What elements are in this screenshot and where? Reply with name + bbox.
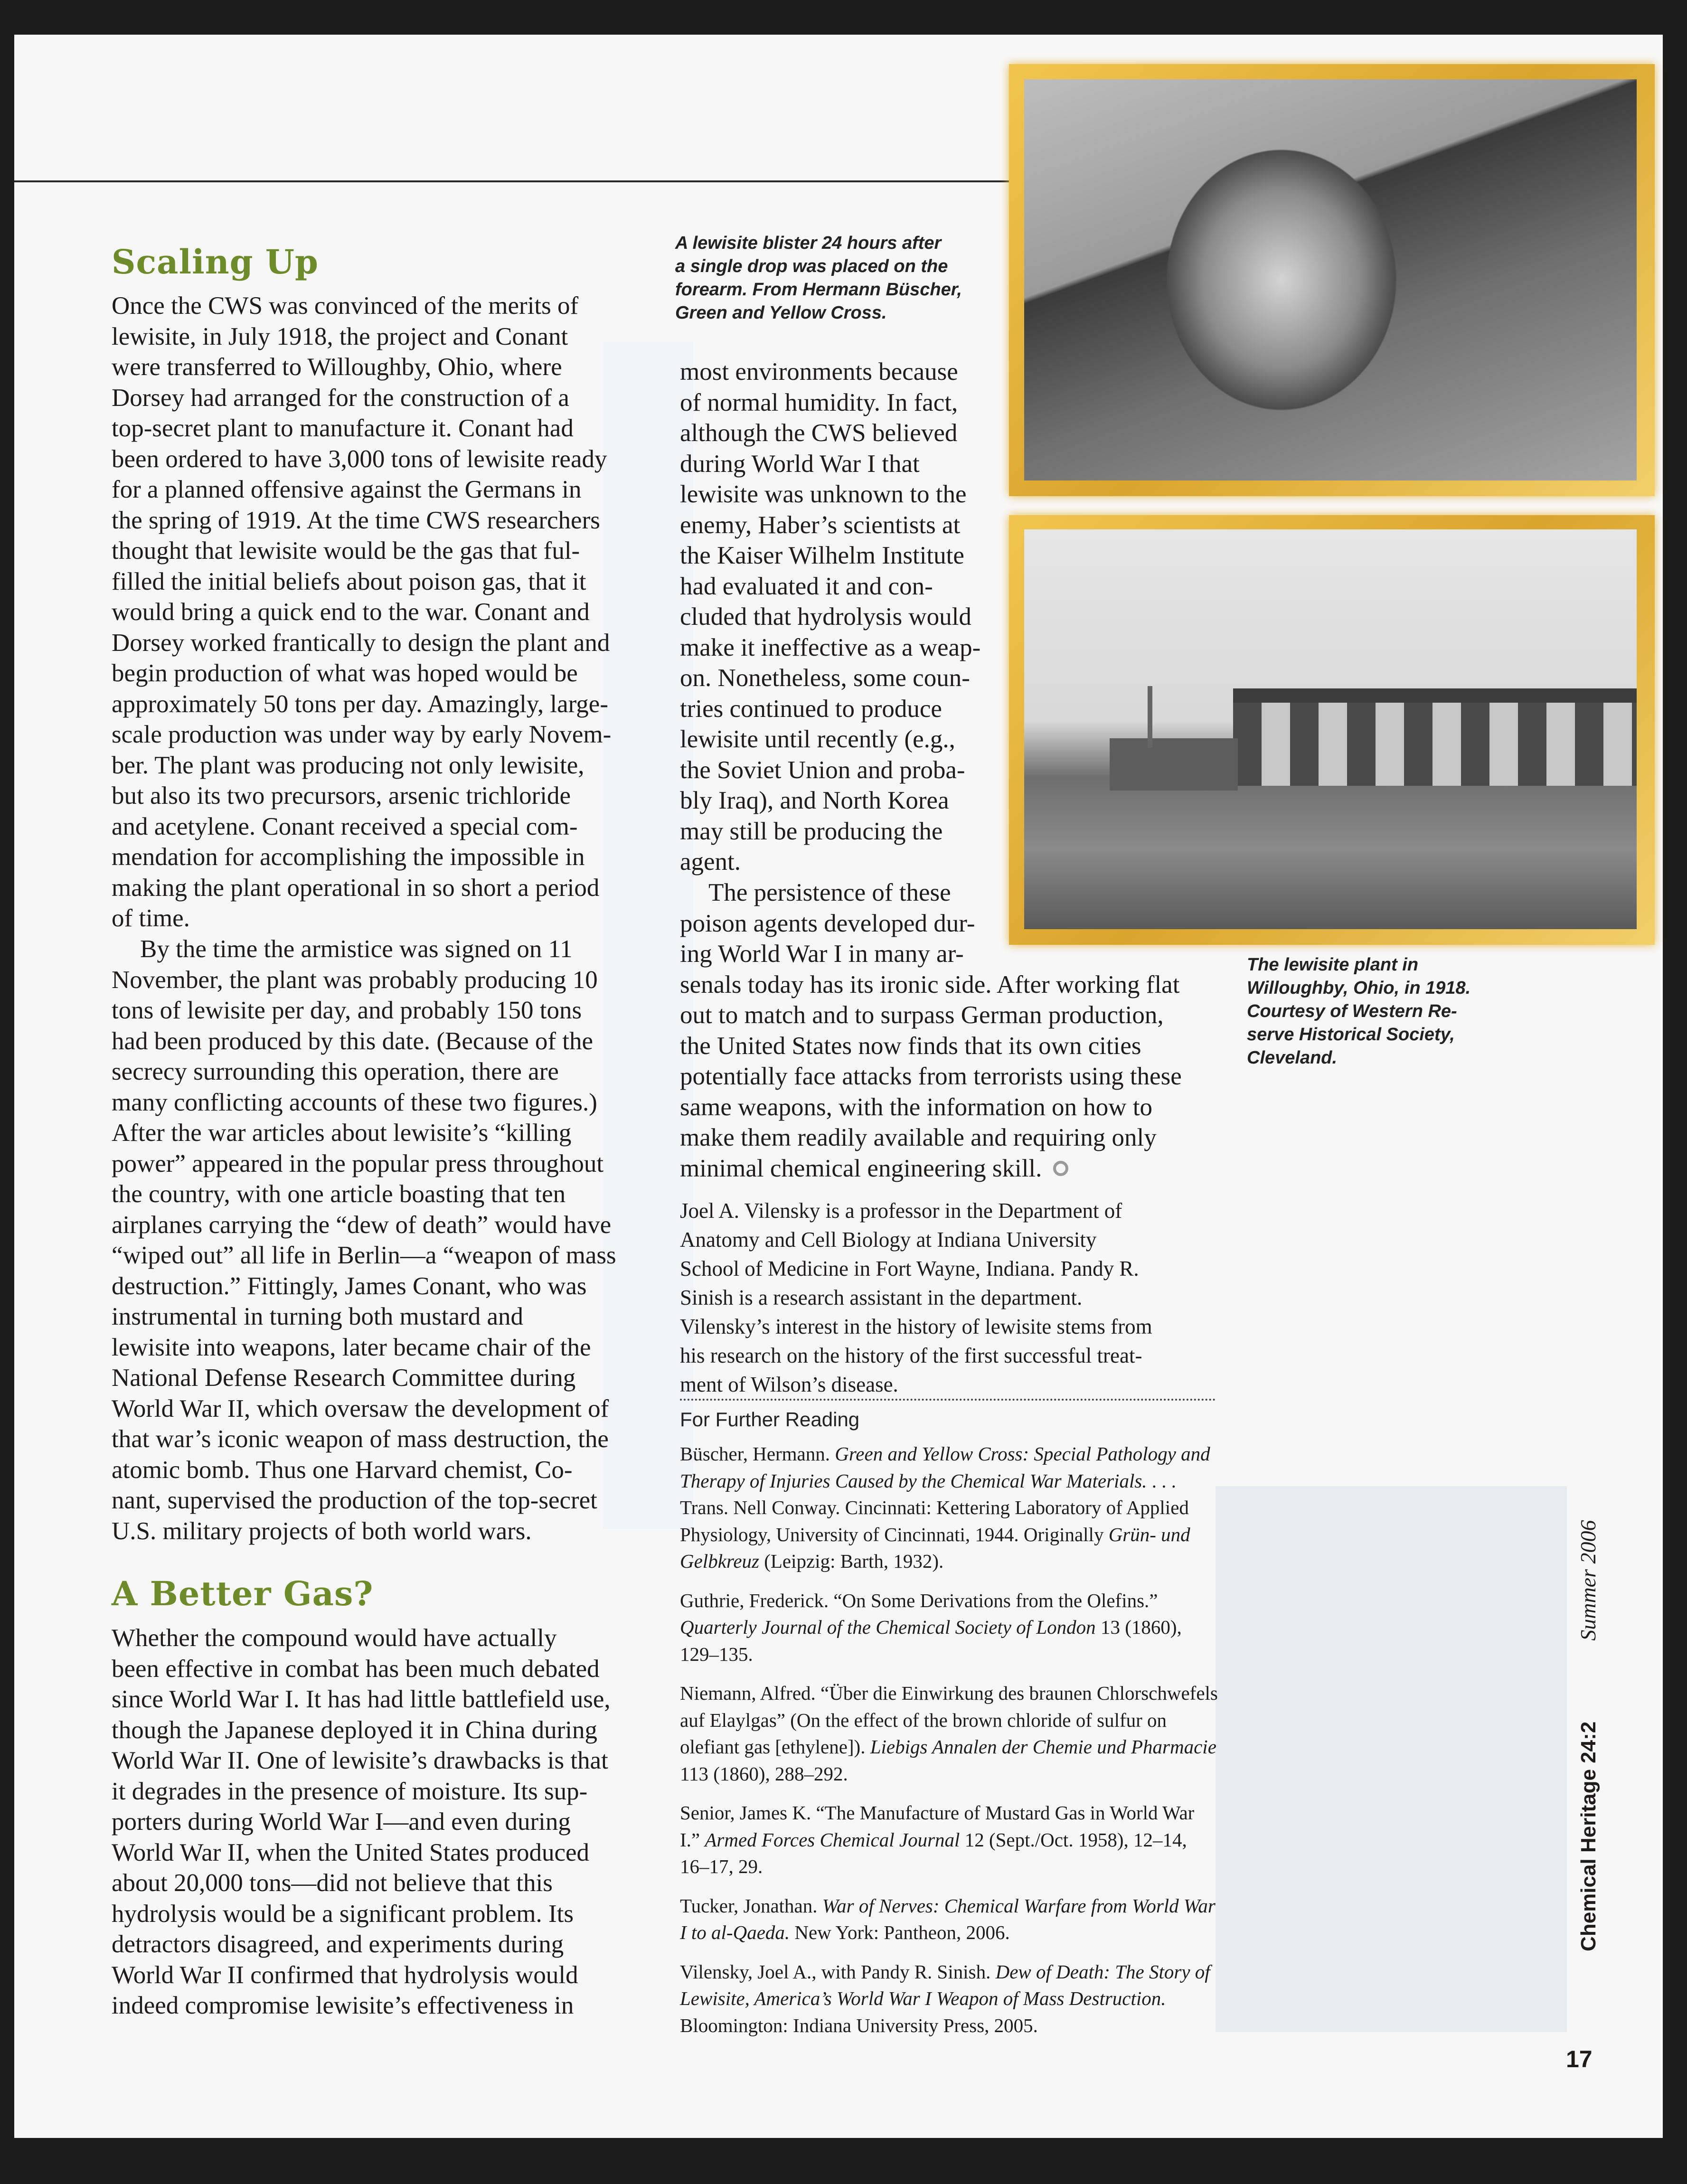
text-line: senals today has its ironic side. After working flat [680,970,1180,998]
magazine-title: Chemical Heritage 24:2 [1577,1721,1600,1951]
section-heading-scaling-up: Scaling Up [112,242,319,282]
reference-text: (Leipzig: Barth, 1932). [759,1550,944,1572]
text-line: agent. [680,848,741,875]
text-line: hydrolysis would be a significant problem. Its [112,1900,574,1928]
text-line: the Kaiser Wilhelm Institute [680,542,964,569]
text-line: scale production was under way by early Novem- [112,721,612,748]
text-line [680,1153,1182,1184]
text-line: his research on the history of the first successful treat- [680,1344,1142,1367]
reference-entry [680,1892,1219,1946]
text-line: airplanes carrying the “dew of death” would have [112,1211,612,1239]
reference-title: Armed Forces Chemical Journal [705,1828,960,1851]
text-line: “wiped out” all life in Berlin—a “weapon of mass [112,1242,616,1269]
text-line: forearm. From Hermann Büscher, [675,280,962,300]
text-line: approximately 50 tons per day. Amazingly, large- [112,690,608,718]
reference-title: Dew of Death: The Story of Lewisite, America’s World War I Weapon of Mass Destruction. [680,1960,1210,2009]
text-line-end: minimal chemical engineering skill. [680,1154,1042,1182]
text-line: make it ineffective as a weap- [680,633,981,661]
col2-paragraph-1 [680,357,980,877]
text-line: Anatomy and Cell Biology at Indiana University [680,1228,1097,1252]
text-line: had been produced by this date. (Because of the [112,1027,593,1055]
text-line: World War II, when the United States produced [112,1838,590,1866]
text-line: November, the plant was probably producing 10 [112,966,598,994]
text-line: though the Japanese deployed it in China during [112,1716,597,1744]
reference-entry [680,1958,1219,2039]
reference-text: . . . Trans. Nell Conway. Cincinnati: Kettering Laboratory of Applied Physiology, University of Cincinnati, 1944. Originally [680,1469,1189,1545]
reference-text: Senior, James K. “The Manufacture of Mustard Gas in World War I.” [680,1802,1195,1851]
text-line: thought that lewisite would be the gas that ful- [112,537,580,565]
factory-roofline [1233,688,1637,703]
bleed-through-panel [1216,1486,1567,2032]
blister-photo-caption [675,232,962,325]
lewisite-plant-photo [1024,529,1637,929]
text-line: been effective in combat has been much debated [112,1655,600,1683]
text-line: out to match and to surpass German production, [680,1001,1164,1029]
text-line: filled the initial beliefs about poison gas, that it [112,567,586,595]
factory-shed [1110,738,1238,791]
text-line: Courtesy of Western Re- [1247,1001,1457,1021]
text-line: serve Historical Society, [1247,1025,1455,1045]
further-reading-list [680,1440,1219,2051]
reference-text: Tucker, Jonathan. [680,1894,822,1917]
text-line: ment of Wilson’s disease. [680,1373,898,1396]
text-line: on. Nonetheless, some coun- [680,664,970,692]
header-rule [14,180,1026,182]
reference-entry [680,1440,1219,1575]
end-of-article-icon [1053,1161,1068,1176]
text-line: it degrades in the presence of moisture. Its sup- [112,1777,588,1805]
text-line: After the war articles about lewisite’s “killing [112,1119,572,1147]
author-bio [680,1196,1152,1399]
text-line: although the CWS believed [680,419,958,447]
paragraph-3 [112,1623,611,2021]
text-line: lewisite, in July 1918, the project and Conant [112,322,568,350]
text-line: Sinish is a research assistant in the department. [680,1286,1083,1309]
text-line: Joel A. Vilensky is a professor in the Department of [680,1199,1122,1223]
reference-text: 12 (Sept./Oct. 1958), 12–14, 16–17, 29. [680,1828,1187,1877]
text-line: ing World War I in many ar- [680,940,964,968]
text-line: Dorsey had arranged for the construction of a [112,384,569,412]
text-line: about 20,000 tons—did not believe that this [112,1869,553,1897]
running-footer [1575,1520,1601,1951]
factory-building [1233,688,1637,786]
text-line: poison agents developed dur- [680,909,975,937]
text-line: lewisite until recently (e.g., [680,725,955,753]
reference-text: Bloomington: Indiana University Press, 2005. [680,2014,1038,2036]
text-line: Once the CWS was convinced of the merits of [112,292,579,320]
text-line: lewisite was unknown to the [680,480,967,508]
reference-title: Grün- und Gelbkreuz [680,1523,1190,1572]
reference-entry [680,1799,1219,1880]
text-line: The lewisite plant in [1247,955,1419,975]
text-line: enemy, Haber’s scientists at [680,511,961,539]
text-line: A lewisite blister 24 hours after [675,233,942,253]
dotted-divider [680,1399,1216,1401]
text-line: many conflicting accounts of these two figures.) [112,1088,597,1116]
text-line: during World War I that [680,450,920,478]
text-line: tons of lewisite per day, and probably 150 tons [112,997,582,1024]
text-line: but also its two precursors, arsenic trichloride [112,782,571,810]
text-line: World War II, which oversaw the development of [112,1394,609,1422]
text-line: since World War I. It has had little battlefield use, [112,1685,611,1713]
lewisite-blister-photo [1024,79,1637,480]
text-line: School of Medicine in Fort Wayne, Indiana. Pandy R. [680,1257,1139,1280]
issue-date: Summer 2006 [1576,1520,1600,1641]
text-line: the country, with one article boasting that ten [112,1180,566,1208]
text-line: Green and Yellow Cross. [675,303,887,323]
reference-text: Büscher, Hermann. [680,1443,835,1465]
text-line: potentially face attacks from terrorists using these [680,1063,1182,1090]
text-line: power” appeared in the popular press throughout [112,1149,604,1177]
text-line: porters during World War I—and even during [112,1808,571,1836]
text-line: Willoughby, Ohio, in 1918. [1247,978,1471,998]
text-line: nant, supervised the production of the top-secret [112,1487,597,1514]
text-line: atomic bomb. Thus one Harvard chemist, Co- [112,1456,573,1484]
text-line: Dorsey worked frantically to design the plant and [112,629,610,657]
reference-text: 113 (1860), 288–292. [680,1762,848,1785]
text-line: mendation for accomplishing the impossible in [112,843,585,871]
text-line: World War II confirmed that hydrolysis would [112,1961,578,1989]
paragraph-1 [112,291,611,934]
text-line: of normal humidity. In fact, [680,388,958,416]
text-line: U.S. military projects of both world wars. [112,1517,532,1545]
reference-title: Quarterly Journal of the Chemical Society of London [680,1616,1096,1638]
text-line: a single drop was placed on the [675,256,948,276]
text-line: had evaluated it and con- [680,572,933,600]
further-reading-heading: For Further Reading [680,1408,860,1431]
text-line: Whether the compound would have actually [112,1624,557,1652]
text-line: tries continued to produce [680,695,942,723]
reference-text: Niemann, Alfred. “Über die Einwirkung des braunen Chlorschwefels auf Elaylgas” (On the effect of the brown chloride of sulfur on olefiant gas [ethylene]). [680,1682,1218,1758]
text-line: most environments because [680,358,958,386]
text-line: for a planned offensive against the Germans in [112,476,582,503]
text-line: were transferred to Willoughby, Ohio, where [112,353,562,381]
text-line: may still be producing the [680,817,943,845]
text-line: the United States now finds that its own cities [680,1032,1141,1060]
text-line: making the plant operational in so short a period [112,874,600,902]
text-line: By the time the armistice was signed on 11 [140,935,573,963]
reference-text: Vilensky, Joel A., with Pandy R. Sinish. [680,1960,996,1983]
reference-title: Green and Yellow Cross: Special Pathology and Therapy of Injuries Caused by the Chemical War Materials. [680,1443,1210,1492]
plant-photo-caption [1247,953,1470,1070]
text-line: the Soviet Union and proba- [680,756,965,784]
reference-title: War of Nerves: Chemical Warfare from World War I to al-Qaeda. [680,1894,1216,1943]
text-line: lewisite into weapons, later became chair of the [112,1333,591,1361]
text-line: detractors disagreed, and experiments during [112,1930,564,1958]
text-line: World War II. One of lewisite’s drawbacks is that [112,1747,608,1774]
reference-entry [680,1680,1219,1787]
text-line: The persistence of these [708,879,951,906]
text-line: National Defense Research Committee during [112,1364,576,1392]
text-line: destruction.” Fittingly, James Conant, who was [112,1272,587,1300]
text-line: cluded that hydrolysis would [680,603,971,631]
text-line: the spring of 1919. At the time CWS researchers [112,506,600,534]
text-line: indeed compromise lewisite’s effectiveness in [112,1992,574,2019]
reference-entry [680,1587,1219,1668]
text-line: been ordered to have 3,000 tons of lewisite ready [112,445,607,473]
text-line: of time. [112,904,190,932]
reference-text: New York: Pantheon, 2006. [790,1921,1010,1943]
text-line: Vilensky’s interest in the history of lewisite stems from [680,1315,1152,1338]
reference-title: Liebigs Annalen der Chemie und Pharmacie [870,1736,1216,1758]
page-number: 17 [1566,2046,1593,2072]
reference-text: 13 (1860), 129–135. [680,1616,1182,1665]
smokestack [1148,686,1152,748]
text-line: make them readily available and requiring only [680,1124,1157,1151]
text-line: top-secret plant to manufacture it. Conant had [112,414,574,442]
reference-text: Guthrie, Frederick. “On Some Derivations from the Olefins.” [680,1589,1158,1611]
text-line: same weapons, with the information on how to [680,1093,1153,1121]
text-line: would bring a quick end to the war. Conant and [112,598,590,626]
text-line: Cleveland. [1247,1048,1338,1068]
section-heading-better-gas: A Better Gas? [112,1574,374,1613]
paragraph-2 [112,934,616,1546]
text-line: bly Iraq), and North Korea [680,787,949,814]
text-line: that war’s iconic weapon of mass destruction, the [112,1425,609,1453]
text-line: and acetylene. Conant received a special com- [112,812,578,840]
text-line: secrecy surrounding this operation, there are [112,1058,559,1085]
text-line: instrumental in turning both mustard and [112,1303,524,1330]
text-line: begin production of what was hoped would be [112,659,578,687]
text-line: ber. The plant was producing not only lewisite, [112,751,584,779]
